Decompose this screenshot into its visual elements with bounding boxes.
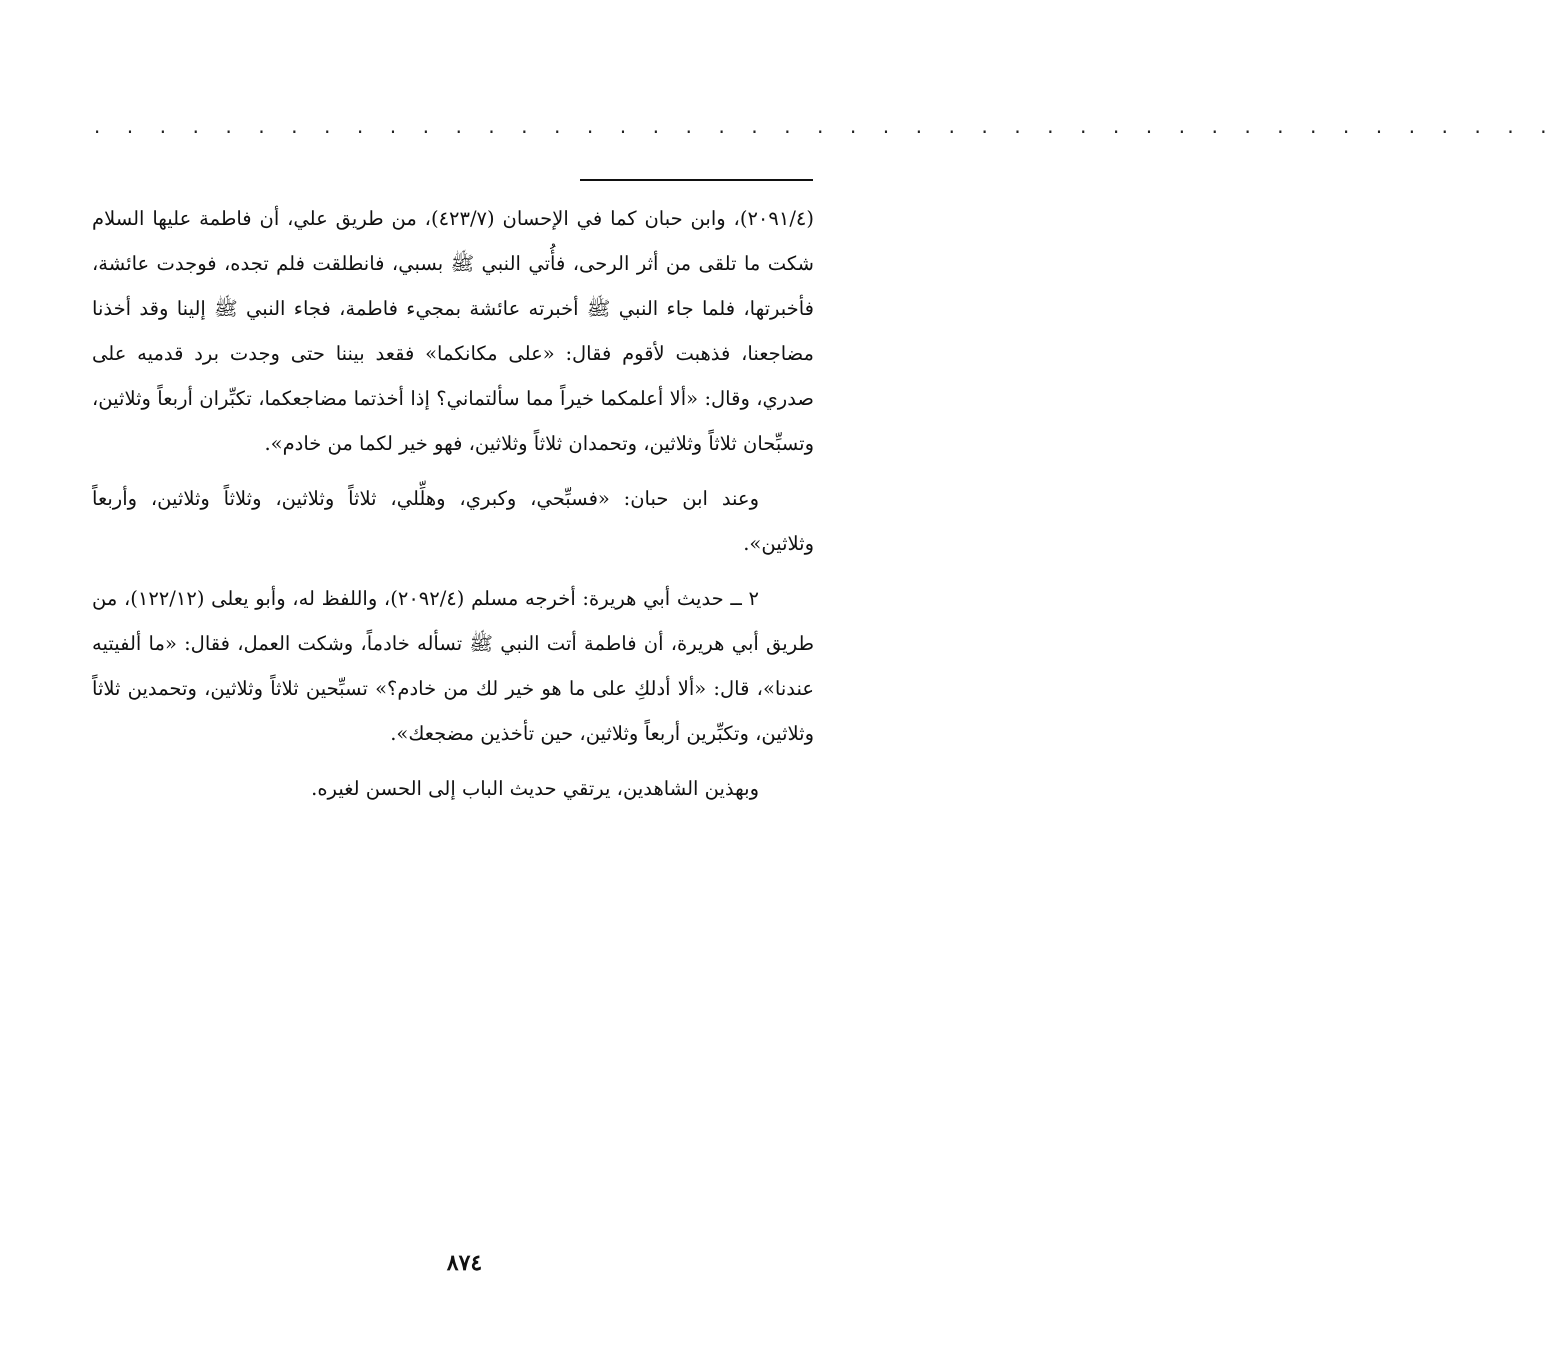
footnote-paragraph-4: وبهذين الشاهدين، يرتقي حديث الباب إلى الحسن لغيره. <box>311 777 759 800</box>
footnote-rule <box>580 179 813 181</box>
page-number: ٨٧٤ <box>446 1250 483 1276</box>
footnote-paragraph-3: ٢ ــ حديث أبي هريرة: أخرجه مسلم (٢٠٩٢/٤)، واللفظ له، وأبو يعلى (١٢٢/١٢)، من طريق أبي هريرة، أن فاطمة أتت النبي ﷺ تسأله خادماً، وشكت العمل، فقال: «ما ألفيتيه عندنا»، قال: «ألا أدلكِ على ما هو خير لك من خادم؟» تسبِّحين ثلاثاً وثلاثين، وتحمدين ثلاثاً وثلاثين، وتكبِّرين أربعاً وثلاثين، حين تأخذين مضجعك». <box>92 587 814 745</box>
footnote-paragraph-2: وعند ابن حبان: «فسبِّحي، وكبري، وهلِّلي، ثلاثاً وثلاثين، وثلاثاً وثلاثين، وأربعاً وثلاثين». <box>92 487 814 555</box>
footnote-paragraph-1: (٢٠٩١/٤)، وابن حبان كما في الإحسان (٤٢٣/٧)، من طريق علي، أن فاطمة عليها السلام شكت ما تلقى من أثر الرحى، فأُتي النبي ﷺ بسبي، فانطلقت فلم تجده، فوجدت عائشة، فأخبرتها، فلما جاء النبي ﷺ أخبرته عائشة بمجيء فاطمة، فجاء النبي ﷺ إلينا وقد أخذنا مضاجعنا، فذهبت لأقوم فقال: «على مكانكما» فقعد بيننا حتى وجدت برد قدميه على صدري، وقال: «ألا أعلمكما خيراً مما سألتماني؟ إذا أخذتما مضاجعكما، تكبِّران أربعاً وثلاثين، وتسبِّحان ثلاثاً وثلاثين، وتحمدان ثلاثاً وثلاثين، فهو خير لكما من خادم». <box>92 207 814 455</box>
separator-dots: . . . . . . . . . . . . . . . . . . . . . . . . . . . . . . . . . . . . . . . . . . . . . <box>92 118 1555 138</box>
footnote-body <box>92 196 814 811</box>
